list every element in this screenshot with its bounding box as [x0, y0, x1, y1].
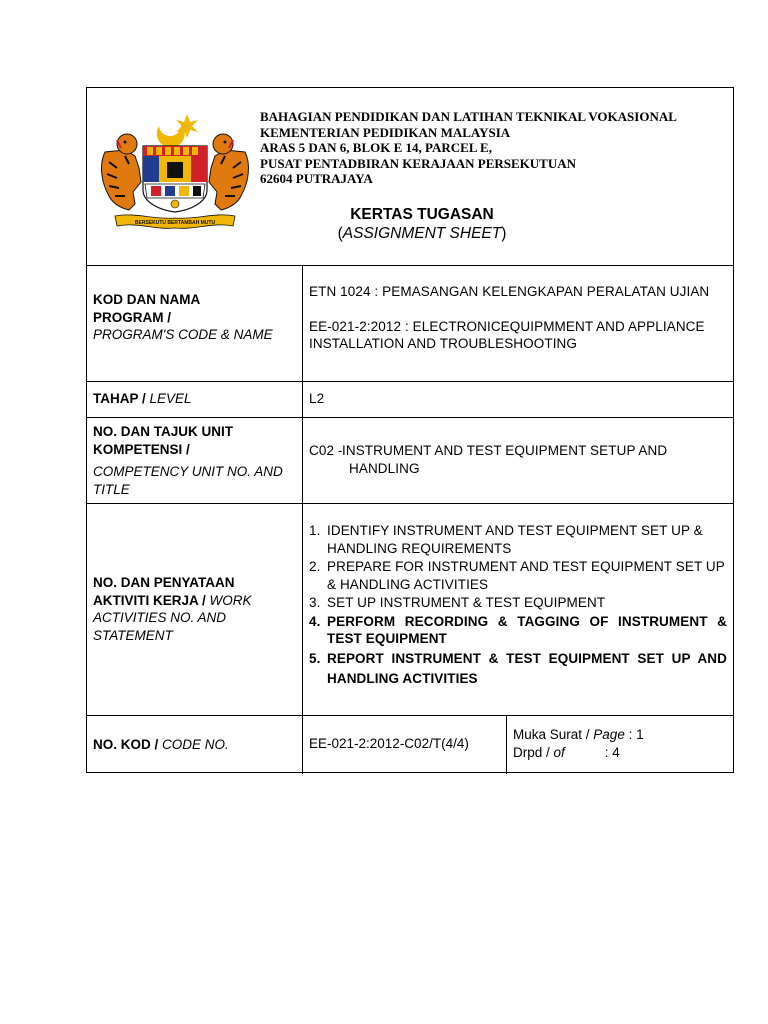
competency-label: NO. DAN TAJUK UNIT KOMPETENSI / COMPETENCY UNIT NO. AND TITLE [87, 418, 303, 503]
document-title: KERTAS TUGASAN [350, 206, 494, 223]
institution-line: BAHAGIAN PENDIDIKAN DAN LATIHAN TEKNIKAL VOKASIONAL [260, 109, 677, 124]
competency-title: INSTRUMENT AND TEST EQUIPMENT SETUP AND HANDLING [342, 443, 668, 476]
level-label: TAHAP / LEVEL [87, 382, 303, 417]
motto-scroll-icon [115, 215, 235, 228]
assignment-sheet [86, 87, 734, 773]
code-value-cell [303, 716, 507, 774]
activity-item: 2. PREPARE FOR INSTRUMENT AND TEST EQUIPMENT SET UP & HANDLING ACTIVITIES [309, 559, 725, 592]
activity-item: 5. REPORT INSTRUMENT & TEST EQUIPMENT SET UP AND HANDLING ACTIVITIES [309, 650, 727, 686]
institution-line: PUSAT PENTADBIRAN KERAJAAN PERSEKUTUAN [260, 155, 577, 171]
activity-item: 4. PERFORM RECORDING & TAGGING OF INSTRUMENT & TEST EQUIPMENT [309, 613, 727, 646]
page-number: Muka Surat / Page : 1 [513, 727, 644, 742]
institution-line: KEMENTERIAN PEDIDIKAN MALAYSIA [260, 124, 511, 140]
page-info-cell [507, 716, 733, 774]
crest-motto: BERSEKUTU BERTAMBAH MUTU [134, 220, 216, 226]
program-standard: EE-021-2:2012 : ELECTRONICEQUIPMMENT AND APPLIANCE INSTALLATION AND TROUBLESHOOTING [309, 318, 705, 351]
right-tiger-icon [209, 134, 248, 210]
activities-list [303, 504, 733, 715]
shield-icon [143, 146, 207, 212]
page-total: Drpd / of : 4 [513, 744, 620, 760]
competency-code: C02 - [309, 443, 343, 458]
program-label: KOD DAN NAMA PROGRAM / PROGRAM'S CODE & NAME [87, 266, 303, 381]
activities-label: NO. DAN PENYATAAN AKTIVITI KERJA / WORK ACTIVITIES NO. AND STATEMENT [87, 504, 303, 715]
level-row [87, 382, 733, 418]
activities-row [87, 504, 733, 716]
level-value: L2 [309, 391, 325, 406]
competency-value [303, 418, 733, 503]
code-value: EE-021-2:2012-C02/T(4/4) [309, 736, 469, 751]
program-value [303, 266, 733, 381]
activity-item: 3. SET UP INSTRUMENT & TEST EQUIPMENT [309, 595, 606, 610]
code-row [87, 716, 733, 774]
institution-address [260, 109, 730, 187]
sheet-header [87, 88, 733, 266]
document-subtitle: (ASSIGNMENT SHEET) [337, 225, 507, 242]
institution-line: 62604 PUTRAJAYA [260, 171, 373, 186]
coat-of-arms-icon [95, 112, 255, 230]
left-tiger-icon [102, 134, 141, 210]
program-row [87, 266, 733, 382]
program-code-name: ETN 1024 : PEMASANGAN KELENGKAPAN PERALATAN UJIAN [309, 284, 710, 299]
code-label: NO. KOD / CODE NO. [87, 716, 303, 774]
competency-row [87, 418, 733, 504]
activity-item: 1. IDENTIFY INSTRUMENT AND TEST EQUIPMENT SET UP & HANDLING REQUIREMENTS [309, 523, 703, 556]
institution-line: ARAS 5 DAN 6, BLOK E 14, PARCEL E, [260, 140, 492, 155]
